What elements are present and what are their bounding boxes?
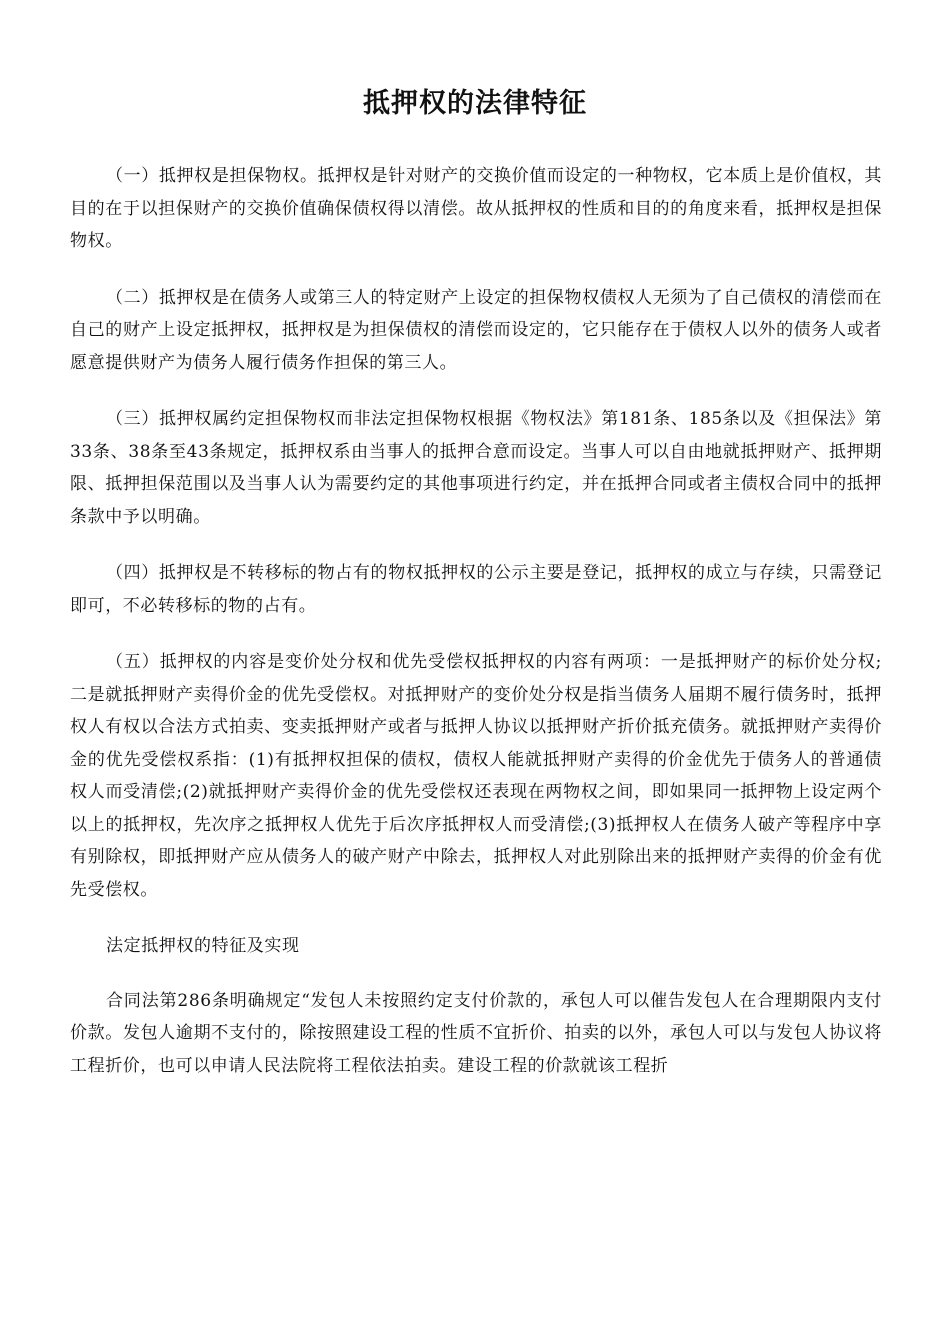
section-heading: 法定抵押权的特征及实现	[106, 936, 300, 956]
paragraph-3: （三）抵押权属约定担保物权而非法定担保物权根据《物权法》第181条、185条以及《担保法》第33条、38条至43条规定，抵押权系由当事人的抵押合意而设定。当事人可以自由地就抵押财产、抵押期限、抵押担保范围以及当事人认为需要约定的其他事项进行约定，并在抵押合同或者主债权合同中的抵押条款中予以明确。	[70, 409, 882, 527]
paragraph-6: 合同法第286条明确规定“发包人未按照约定支付价款的，承包人可以催告发包人在合理期限内支付价款。发包人逾期不支付的，除按照建设工程的性质不宜折价、拍卖的以外，承包人可以与发包人协议将工程折价，也可以申请人民法院将工程依法拍卖。建设工程的价款就该工程折	[70, 990, 882, 1076]
document-body	[70, 160, 882, 1106]
paragraph-4: （四）抵押权是不转移标的物占有的物权抵押权的公示主要是登记，抵押权的成立与存续，只需登记即可，不必转移标的物的占有。	[70, 563, 882, 616]
paragraph-5: （五）抵押权的内容是变价处分权和优先受偿权抵押权的内容有两项：一是抵押财产的标价处分权;二是就抵押财产卖得价金的优先受偿权。对抵押财产的变价处分权是指当债务人届期不履行债务时，抵押权人有权以合法方式拍卖、变卖抵押财产或者与抵押人协议以抵押财产折价抵充债务。就抵押财产卖得价金的优先受偿权系指：(1)有抵押权担保的债权，债权人能就抵押财产卖得的价金优先于债务人的普通债权人而受清偿;(2)就抵押财产卖得价金的优先受偿权还表现在两物权之间，即如果同一抵押物上设定两个以上的抵押权，先次序之抵押权人优先于后次序抵押权人而受清偿;(3)抵押权人在债务人破产等程序中享有别除权，即抵押财产应从债务人的破产财产中除去，抵押权人对此别除出来的抵押财产卖得的价金有优先受偿权。	[70, 652, 882, 900]
paragraph-2: （二）抵押权是在债务人或第三人的特定财产上设定的担保物权债权人无须为了自己债权的清偿而在自己的财产上设定抵押权，抵押权是为担保债权的清偿而设定的，它只能存在于债权人以外的债务人或者愿意提供财产为债务人履行债务作担保的第三人。	[70, 287, 882, 373]
paragraph-1: （一）抵押权是担保物权。抵押权是针对财产的交换价值而设定的一种物权，它本质上是价值权，其目的在于以担保财产的交换价值确保债权得以清偿。故从抵押权的性质和目的的角度来看，抵押权是担保物权。	[70, 166, 882, 251]
document-title: 抵押权的法律特征	[363, 88, 587, 119]
